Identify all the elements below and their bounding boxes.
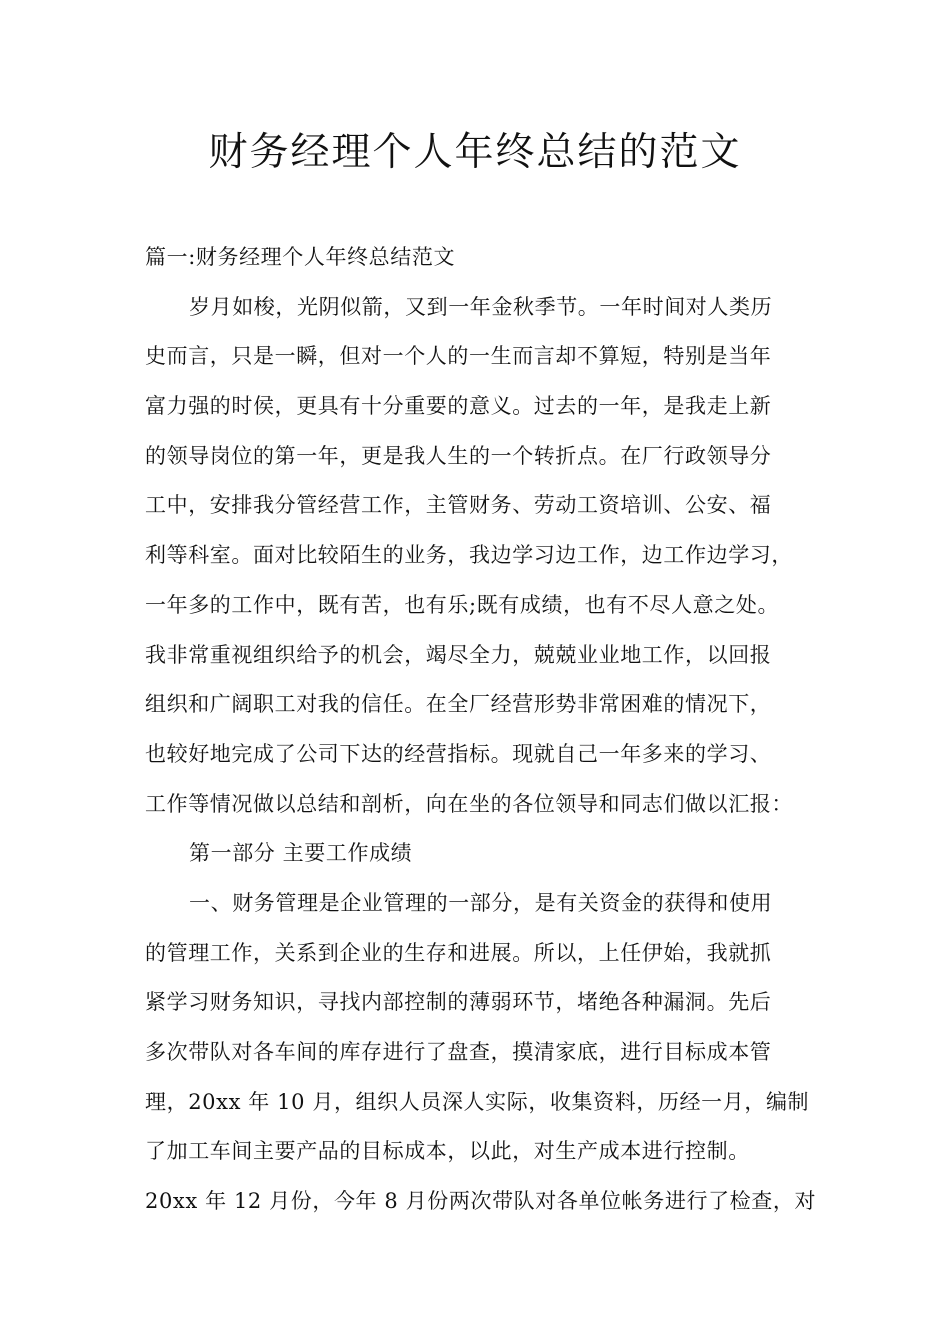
text-line: 第一部分 主要工作成绩 [189,841,413,866]
text-line: 多次带队对各车间的库存进行了盘查，摸清家底，进行目标成本管 [145,1040,772,1064]
text-line: 史而言，只是一瞬，但对一个人的一生而言却不算短，特别是当年 [145,344,772,369]
text-line: 利等科室。面对比较陌生的业务，我边学习边工作，边工作边学习， [145,543,793,568]
text-line: 理，20xx 年 10 月，组织人员深人实际，收集资料，历经一月，编制 [145,1089,810,1114]
text-line: 工中，安排我分管经营工作，主管财务、劳动工资培训、公安、福 [145,493,772,518]
text-line: 组织和广阔职工对我的信任。在全厂经营形势非常困难的情况下， [145,692,772,717]
text-line: 了加工车间主要产品的目标成本，以此，对生产成本进行控制。 [145,1139,750,1164]
text-line: 一、财务管理是企业管理的一部分，是有关资金的获得和使用 [189,890,773,915]
text-line: 一年多的工作中，既有苦，也有乐;既有成绩，也有不尽人意之处。 [145,592,780,617]
text-line: 篇一:财务经理个人年终总结范文 [145,245,456,269]
text-line: 也较好地完成了公司下达的经营指标。现就自己一年多来的学习、 [145,741,772,766]
text-line: 岁月如梭，光阴似箭，又到一年金秋季节。一年时间对人类历 [189,294,773,319]
text-line: 紧学习财务知识，寻找内部控制的薄弱环节，堵绝各种漏洞。先后 [145,990,772,1015]
document-body [145,233,825,1227]
text-line: 的管理工作，关系到企业的生存和进展。所以，上任伊始，我就抓 [145,940,772,965]
text-line: 工作等情况做以总结和剖析，向在坐的各位领导和同志们做以汇报： [145,791,793,816]
text-line: 我非常重视组织给予的机会，竭尽全力，兢兢业业地工作，以回报 [145,642,772,667]
text-line: 20xx 年 12 月份，今年 8 月份两次带队对各单位帐务进行了检查，对 [145,1189,817,1214]
text-line: 的领导岗位的第一年，更是我人生的一个转折点。在厂行政领导分 [145,443,772,468]
document-title: 财务经理个人年终总结的范文 [208,130,742,175]
text-line: 富力强的时侯，更具有十分重要的意义。过去的一年，是我走上新 [145,394,772,419]
